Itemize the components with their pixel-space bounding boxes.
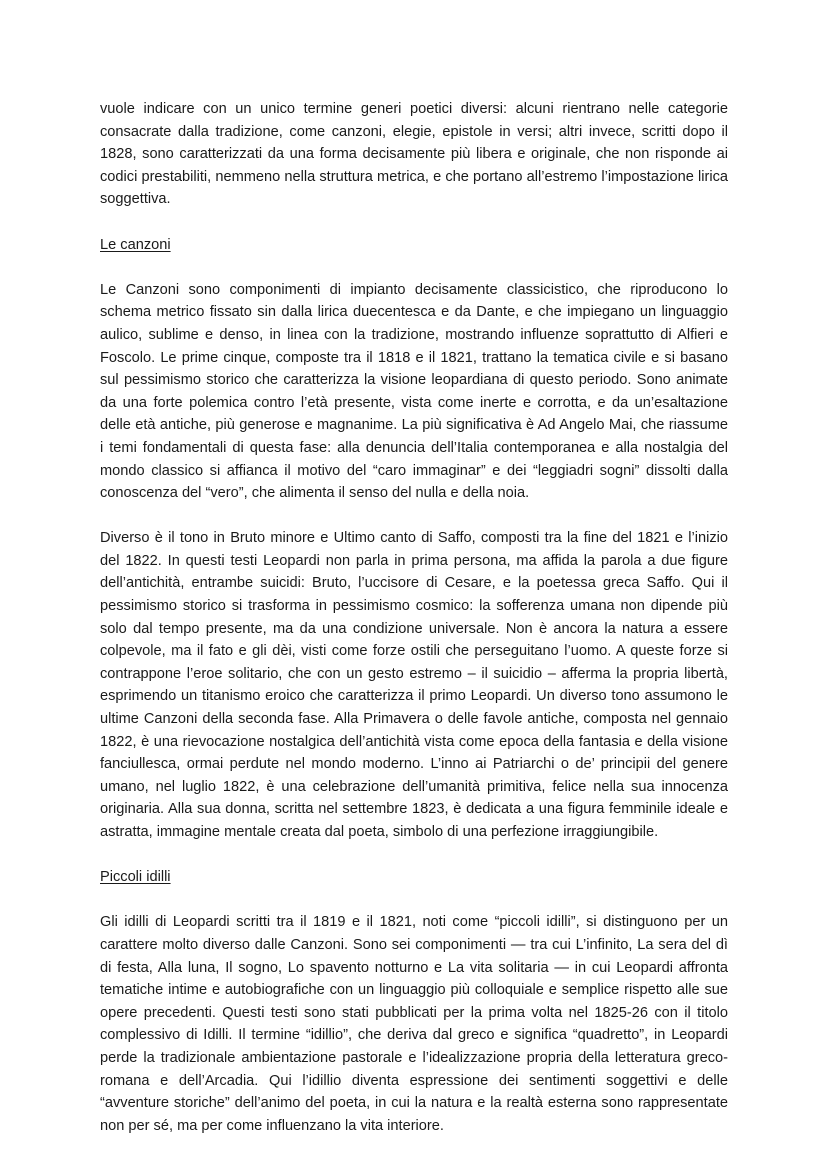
spacer — [100, 889, 728, 912]
canzoni-paragraph-1: Le Canzoni sono componimenti di impianto decisamente classicistico, che riproducono lo schema metrico fissato sin dalla lirica duecentesca e da Dante, e che impiegano un linguaggio aulico, sublime e denso, in linea con la tradizione, mostrando influenze soprattutto di Alfieri e Foscolo. Le prime cinque, composte tra il 1818 e il 1821, trattano la tematica civile e si basano sul pessimismo storico che caratterizza la visione leopardiana di questo periodo. Sono animate da una forte polemica contro l’età presente, vista come inerte e corrotta, e da un’esaltazione delle età antiche, più generose e magnanime. La più significativa è Ad Angelo Mai, che riassume i temi fondamentali di questa fase: alla denuncia dell’Italia contemporanea e alla nostalgia del mondo classico si affianca il motivo del “caro immaginar” e dei “leggiadri sogni” dissolti dalla conoscenza del “vero”, che alimenta il senso del nulla e della noia. — [100, 281, 728, 502]
spacer — [100, 844, 728, 867]
spacer — [100, 505, 728, 528]
spacer — [100, 211, 728, 234]
canzoni-paragraph-2: Diverso è il tono in Bruto minore e Ultimo canto di Saffo, composti tra la fine del 1821 e l’inizio del 1822. In questi testi Leopardi non parla in prima persona, ma affida la parola a due figure dell’antichità, entrambe suicidi: Bruto, l’uccisore di Cesare, e la poetessa greca Saffo. Qui il pessimismo storico si trasforma in pessimismo cosmico: la sofferenza umana non dipende più solo dal tempo presente, ma da una condizione universale. Non è ancora la natura a essere colpevole, ma il fato e gli dèi, visti come forze ostili che perseguitano l’uomo. A queste forze si contrappone l’eroe solitario, che con un gesto estremo – il suicidio – afferma la propria libertà, esprimendo un titanismo eroico che caratterizza il primo Leopardi. Un diverso tono assumono le ultime Canzoni della seconda fase. Alla Primavera o delle favole antiche, composta nel gennaio 1822, è una rievocazione nostalgica dell’antichità vista come epoca della fantasia e della visione fanciullesca, ormai perdute nel mondo moderno. L’inno ai Patriarchi o de’ principii del genere umano, nel luglio 1822, è una celebrazione dell’umanità primitiva, felice nella sua innocenza originaria. Alla sua donna, scritta nel settembre 1823, è dedicata a una figura femminile ideale e astratta, immagine mentale creata dal poeta, simbolo di una perfezione irraggiungibile. — [100, 530, 728, 840]
document-page — [100, 98, 728, 1137]
section-heading-canzoni: Le canzoni — [100, 236, 171, 253]
idilli-paragraph: Gli idilli di Leopardi scritti tra il 1819 e il 1821, noti come “piccoli idilli”, si distinguono per un carattere molto diverso dalle Canzoni. Sono sei componimenti — tra cui L’infinito, La sera del dì di festa, Alla luna, Il sogno, Lo spavento notturno e La vita solitaria — in cui Leopardi affronta tematiche intime e autobiografiche con un linguaggio più colloquiale e semplice rispetto alle sue opere precedenti. Questi testi sono stati pubblicati per la prima volta nel 1825-26 con il titolo complessivo di Idilli. Il termine “idillio”, che deriva dal greco e significa “quadretto”, in Leopardi perde la tradizionale ambientazione pastorale e l’idealizzazione propria della letteratura greco-romana e dell’Arcadia. Qui l’idillio diventa espressione dei sentimenti soggettivi e delle “avventure storiche” dell’animo del poeta, in cui la natura e la realtà esterna sono rappresentate non per sé, ma per come influenzano la vita interiore. — [100, 914, 728, 1134]
section-heading-idilli: Piccoli idilli — [100, 869, 171, 886]
spacer — [100, 256, 728, 279]
intro-paragraph: vuole indicare con un unico termine generi poetici diversi: alcuni rientrano nelle categorie consacrate dalla tradizione, come canzoni, elegie, epistole in versi; altri invece, scritti dopo il 1828, sono caratterizzati da una forma decisamente più libera e originale, che non risponde ai codici prestabiliti, nemmeno nella struttura metrica, e che portano all’estremo l’impostazione lirica soggettiva. — [100, 101, 728, 208]
